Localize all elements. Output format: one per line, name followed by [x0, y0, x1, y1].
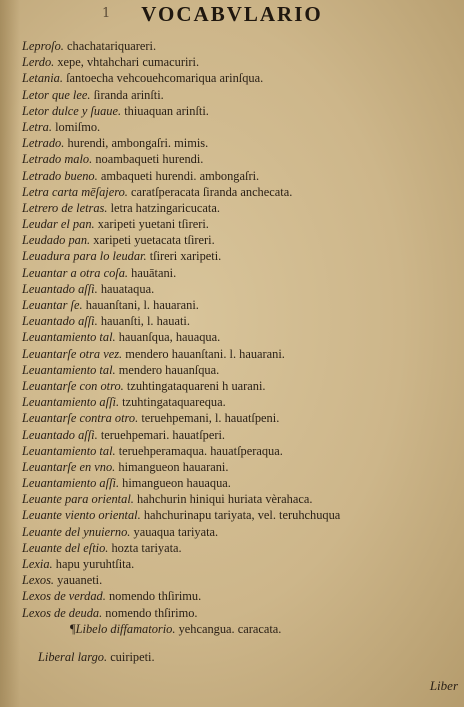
entry-headword: Leuante del eſtio. [22, 540, 109, 555]
entry-headword: Leuantarſe en vno. [22, 459, 116, 474]
pilcrow-mark: ¶ [70, 622, 76, 636]
vocabulary-entry [22, 524, 452, 540]
entry-headword: Lexos de deuda. [22, 605, 103, 620]
vocabulary-entry [22, 491, 452, 507]
entry-gloss: nomendo thſirimu. [108, 589, 202, 604]
entry-gloss: thiuaquan arinſti. [124, 103, 209, 118]
entry-headword: Leuantado aſſi. [22, 427, 98, 442]
vocabulary-entry [22, 572, 452, 588]
entry-headword: Leuantado aſſi. [22, 314, 98, 329]
vocabulary-entry [22, 378, 452, 394]
entry-gloss: chachatariquareri. [67, 39, 157, 53]
vocabulary-entry [22, 151, 452, 167]
entry-headword: Letrero de letras. [22, 200, 108, 215]
entry-gloss: mendero hauanſtani. l. hauarani. [125, 346, 285, 361]
vocabulary-entry [22, 329, 452, 345]
vocabulary-entry [22, 265, 452, 281]
vocabulary-entry [22, 443, 452, 459]
vocabulary-entry [22, 119, 452, 135]
vocabulary-entry [22, 394, 452, 410]
entry-headword: Leuantamiento aſſi. [22, 395, 120, 410]
vocabulary-entry [22, 346, 452, 362]
entry-gloss: ſantoecha vehcouehcomariqua arinſqua. [66, 71, 264, 86]
vocabulary-entry [22, 556, 452, 572]
entry-gloss: letra hatzingaricucata. [110, 200, 220, 215]
entry-gloss: ambaqueti hurendi. ambongaſri. [100, 168, 260, 183]
entry-gloss: teruehperamaqua. hauatſperaqua. [118, 443, 283, 458]
entry-gloss: tzuhtingataquarequa. [122, 395, 226, 410]
entry-gloss: hauanſqua, hauaqua. [118, 330, 221, 345]
entry-headword: Leproſo. [22, 39, 64, 53]
entry-gloss: tzuhtingataquareni h uarani. [126, 378, 266, 393]
entry-gloss: lomiſmo. [55, 119, 101, 134]
entry-headword: Letrado. [22, 136, 65, 151]
entry-gloss: hahchurinapu tariyata, vel. teruhchuqua [143, 508, 341, 523]
entry-headword: Leuante para oriental. [22, 492, 134, 507]
vocabulary-entry [22, 70, 452, 86]
entry-headword: Leuantamiento tal. [22, 330, 116, 345]
entry-headword: Letor que lee. [22, 87, 91, 102]
entry-gloss: hozta tariyata. [111, 540, 182, 555]
entry-headword: Letrado malo. [22, 152, 93, 167]
entry-gloss: xepe, vhtahchari cumacuriri. [57, 55, 200, 70]
vocabulary-entry [22, 248, 452, 264]
entry-headword: Liberal largo. [38, 650, 108, 664]
vocabulary-entry [22, 216, 452, 232]
vocabulary-entry [22, 232, 452, 248]
entry-headword: Leuantamiento tal. [22, 362, 116, 377]
entry-headword: Leuantamiento aſſi. [22, 476, 120, 491]
entry-headword: Leudado pan. [22, 233, 91, 248]
entry-gloss: noambaqueti hurendi. [95, 152, 204, 167]
entry-headword: Lexos. [22, 573, 55, 588]
vocabulary-entry [22, 507, 452, 523]
entry-gloss: yehcangua. caracata. [178, 622, 282, 636]
vocabulary-entry [22, 427, 452, 443]
vocabulary-entry [22, 588, 452, 604]
entry-headword: Leuante del ynuierno. [22, 524, 131, 539]
vocabulary-entry [22, 540, 452, 556]
vocabulary-entry [22, 313, 452, 329]
pilcrow-entry [70, 622, 430, 636]
vocabulary-entry [22, 605, 452, 621]
entry-headword: Leuantamiento tal. [22, 443, 116, 458]
vocabulary-entry [22, 297, 452, 313]
catchword: Liber [429, 678, 458, 693]
entry-headword: Leuantar ſe. [22, 298, 83, 312]
entry-gloss: teruehpemani, l. hauatſpeni. [141, 411, 280, 426]
entry-gloss: cuiripeti. [110, 650, 155, 664]
entry-headword: Lexia. [22, 557, 53, 571]
vocabulary-entry [38, 650, 155, 665]
entry-headword: Letrado bueno. [22, 168, 98, 183]
vocabulary-entry [22, 410, 452, 426]
entry-headword: Lexos de verdad. [22, 589, 106, 604]
page-number: 1 [102, 6, 111, 21]
entry-headword: Leuante viento oriental. [22, 508, 141, 523]
entry-gloss: himangueon hauaqua. [122, 476, 231, 491]
entry-headword: Leuantarſe otra vez. [22, 346, 123, 361]
vocabulary-entry [22, 200, 452, 216]
vocabulary-entry [22, 362, 452, 378]
entry-gloss: hahchurin hiniqui huriata vèrahaca. [136, 492, 313, 507]
entry-headword: Letor dulce y ſuaue. [22, 103, 122, 118]
entry-headword: Leuantarſe con otro. [22, 378, 124, 393]
entry-gloss: hauataqua. [100, 281, 155, 296]
vocabulary-entry [22, 281, 452, 297]
entry-headword: Letra. [22, 119, 52, 134]
entry-gloss: caratſperacata ſiranda anchecata. [131, 184, 293, 199]
entry-gloss: yauaqua tariyata. [133, 524, 219, 539]
entry-gloss: mendero hauanſqua. [118, 362, 220, 377]
entry-headword: Leudar el pan. [22, 217, 95, 232]
vocabulary-entry [22, 54, 452, 70]
vocabulary-entry [22, 103, 452, 119]
entry-headword: Libelo diffamatorio. [75, 622, 176, 636]
entry-gloss: hauanſti, l. hauati. [100, 314, 190, 329]
vocabulary-entry [22, 459, 452, 475]
entry-gloss: yauaneti. [57, 573, 103, 588]
entry-gloss: tſireri xaripeti. [149, 249, 222, 264]
vocabulary-entry [22, 475, 452, 491]
vocabulary-entry-list [22, 38, 452, 621]
entry-headword: Leuadura para lo leudar. [22, 249, 147, 264]
entry-headword: Leuantado aſſi. [22, 281, 98, 296]
entry-gloss: hauanſtani, l. hauarani. [85, 298, 199, 312]
vocabulary-entry [22, 168, 452, 184]
entry-gloss: hauātani. [131, 265, 177, 280]
entry-gloss: himangueon hauarani. [118, 459, 229, 474]
vocabulary-entry [22, 135, 452, 151]
running-head: VOCABVLARIO [141, 2, 323, 26]
entry-gloss: xaripeti yuetani tſireri. [97, 217, 209, 232]
entry-gloss: hapu yuruhtſita. [55, 557, 135, 571]
entry-headword: Letania. [22, 71, 63, 86]
vocabulary-entry [22, 87, 452, 103]
vocabulary-entry [22, 184, 452, 200]
entry-gloss: ſiranda arinſti. [93, 87, 164, 102]
entry-gloss: hurendi, ambongaſri. mimis. [67, 136, 209, 151]
vocabulary-entry [22, 38, 452, 54]
entry-headword: Leuantarſe contra otro. [22, 411, 139, 426]
entry-gloss: nomendo thſirimo. [105, 605, 198, 620]
page-gutter-shadow [0, 0, 20, 707]
entry-headword: Leuantar a otra coſa. [22, 265, 129, 280]
entry-headword: Letra carta mēſajero. [22, 184, 128, 199]
entry-gloss: xaripeti yuetacata tſireri. [93, 233, 215, 248]
entry-headword: Lerdo. [22, 55, 55, 70]
entry-gloss: teruehpemari. hauatſperi. [100, 427, 226, 442]
